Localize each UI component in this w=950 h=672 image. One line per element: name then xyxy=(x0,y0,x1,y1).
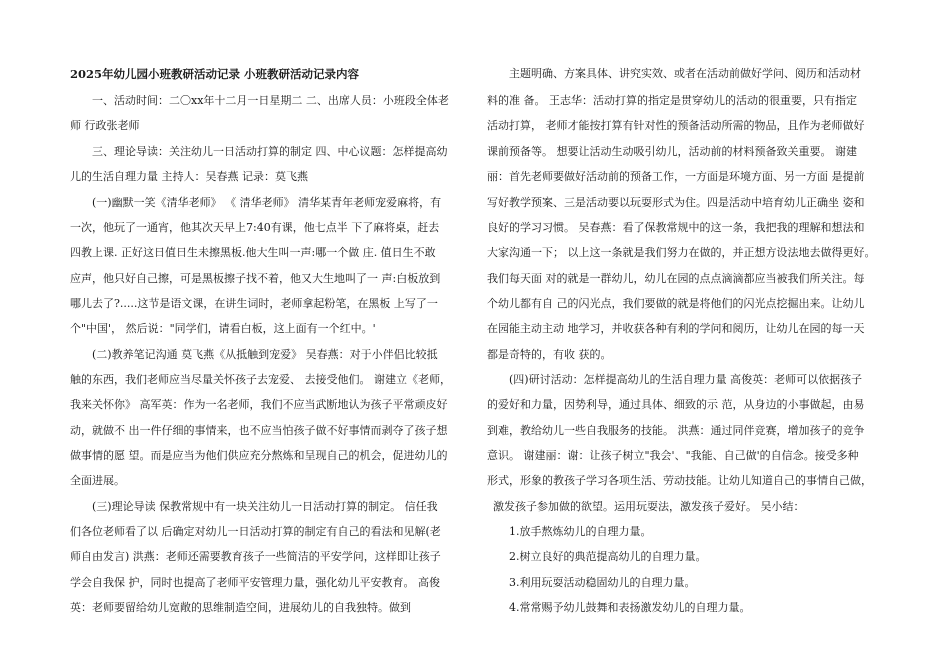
paragraph-line: 写好教学预案、三是活动要以玩耍形式为住。四是活动中培育幼儿正确坐 姿和 xyxy=(487,196,865,209)
paragraph-line: 料的准 备。 王志华：活动打算的指定是贯穿幼儿的活动的很重要，只有指定 xyxy=(487,94,857,107)
paragraph-line: 学会自我保 护，同时也提高了老师平安管理力量，强化幼儿平安教育。 高俊 xyxy=(70,576,440,589)
paragraph-line: 三、理论导读：关注幼儿一日活动打算的制定 四、中心议题：怎样提高幼 xyxy=(92,145,448,158)
paragraph-line: 活动打算， 老师才能按打算有针对性的预备活动所需的物品，且作为老师做好 xyxy=(487,119,865,132)
paragraph-line: 形式，形象的教孩子学习各项生活、劳动技能。让幼儿知道自己的事情自己做， xyxy=(487,474,872,487)
paragraph-line: 个"中国'， 然后说："同学们，请看白板，这上面有一个红中。' xyxy=(70,322,376,335)
list-item: 3.利用玩耍活动稳固幼儿的自理力量。 xyxy=(509,576,696,589)
paragraph-line: 的爱好和力量，因势利导，通过具体、细致的示 范，从身边的小事做起，由易 xyxy=(487,398,865,411)
paragraph-line: 在园能主动主动 地学习，并收获各种有利的学问和阅历，让幼儿在园的每一天 xyxy=(487,322,865,335)
paragraph-line: (二)教养笔记沟通 莫飞燕《从抵触到宠爱》 吴春燕：对于小伴侣比较抵 xyxy=(92,348,438,361)
document-title: 2025年幼儿园小班教研活动记录 小班教研活动记录内容 xyxy=(70,67,360,81)
list-item: 1.放手熬炼幼儿的自理力量。 xyxy=(509,525,652,538)
paragraph-line: 哪儿去了?.....这节是语文课，在讲生词时，老师拿起粉笔，在黑板 上写了一 xyxy=(70,297,438,310)
paragraph-line: 都是奇特的，有收 获的。 xyxy=(487,348,612,361)
paragraph-line: 四教上课. 正好这日值日生未擦黑板.他大生叫一声:哪一个做 庄. 值日生不敢 xyxy=(70,246,436,259)
paragraph-line: 全面进展。 xyxy=(70,474,125,487)
paragraph-line: 良好的学习习惯。 吴春燕：看了保教常规中的这一条，我把我的理解和想法和 xyxy=(487,221,865,234)
list-item: 4.常常赐予幼儿鼓舞和表扬激发幼儿的自理力量。 xyxy=(509,601,751,614)
paragraph-line: 个幼儿都有自 己的闪光点，我们要做的就是将他们的闪光点挖掘出来。让幼儿 xyxy=(487,297,865,310)
paragraph-line: 丽：首先老师要做好活动前的预备工作，一方面是环境方面、另一方面 是提前 xyxy=(487,170,865,183)
paragraph-line: 做事情的愿 望。而是应当为他们供应充分熬炼和呈现自己的机会，促进幼儿的 xyxy=(70,449,448,462)
paragraph-line: 应声，他只好自己擦，可是黑板擦子找不着，他又大生地叫了一 声:白板放到 xyxy=(70,272,441,285)
paragraph-line: 主题明确、方案具体、讲究实效、或者在活动前做好学问、阅历和活动材 xyxy=(509,67,861,80)
paragraph-line: (四)研讨活动：怎样提高幼儿的生活自理力量 高俊英：老师可以依据孩子 xyxy=(509,373,863,386)
paragraph-line: 儿的生活自理力量 主持人：吴春燕 记录：莫飞燕 xyxy=(70,170,308,183)
paragraph-line: 触的东西，我们老师应当尽量关怀孩子去宠爱、 去接受他们。 谢建立《老师， xyxy=(70,373,451,386)
paragraph-line: 英：老师要留给幼儿宽敞的思维制造空间，进展幼儿的自我独特。做到 xyxy=(70,601,411,614)
paragraph-line: 我来关怀你》 高军英：作为一名老师，我们不应当武断地认为孩子平常顽皮好 xyxy=(70,398,448,411)
paragraph-line: 我们每天面 对的就是一群幼儿，幼儿在园的点点滴滴都应当被我们所关注。每 xyxy=(487,272,865,285)
paragraph-line: 动，就做不 出一件仔细的事情来，也不应当怕孩子做不好事情而剥夺了孩子想 xyxy=(70,424,448,437)
paragraph-line: 师 行政张老师 xyxy=(70,119,140,132)
paragraph-line: 到难，教给幼儿一些自我服务的技能。 洪燕：通过同伴竞赛，增加孩子的竞争 xyxy=(487,424,865,437)
paragraph-line: 大家沟通一下； 以上这一条就是我们努力在做的，并正想方设法地去做得更好。 xyxy=(487,246,876,259)
paragraph-line: (三)理论导读 保教常规中有一块关注幼儿一日活动打算的制定。 信任我 xyxy=(92,500,438,513)
paragraph-line: 激发孩子参加做的欲望。运用玩耍法，激发孩子爱好。 吴小结： xyxy=(493,500,805,513)
paragraph-line: 师自由发言) 洪燕：老师还需要教育孩子一些简洁的平安学问，这样即让孩子 xyxy=(70,550,441,563)
paragraph-line: 们各位老师看了以 后确定对幼儿一日活动打算的制定有自己的看法和见解(老 xyxy=(70,525,441,538)
paragraph-line: 意识。 谢建丽：谢：让孩子树立"我会'、"我能、自己做'的自信念。接受多种 xyxy=(487,449,859,462)
paragraph-line: 一、活动时间：二〇xx年十二月一日星期二 二、出席人员：小班段全体老 xyxy=(92,94,449,107)
paragraph-line: 一次，他玩了一通宵，他其次天早上7:40有课，他七点半 下了麻将桌，赶去 xyxy=(70,221,440,234)
list-item: 2.树立良好的典范提高幼儿的自理力量。 xyxy=(509,550,707,563)
paragraph-line: 课前预备等。 想要让活动生动吸引幼儿，活动前的材料预备致关重要。 谢建 xyxy=(487,145,857,158)
paragraph-line: (一)幽默一笑《清华老师》 《 清华老师》 清华某青年老师宠爱麻将，有 xyxy=(92,196,442,209)
